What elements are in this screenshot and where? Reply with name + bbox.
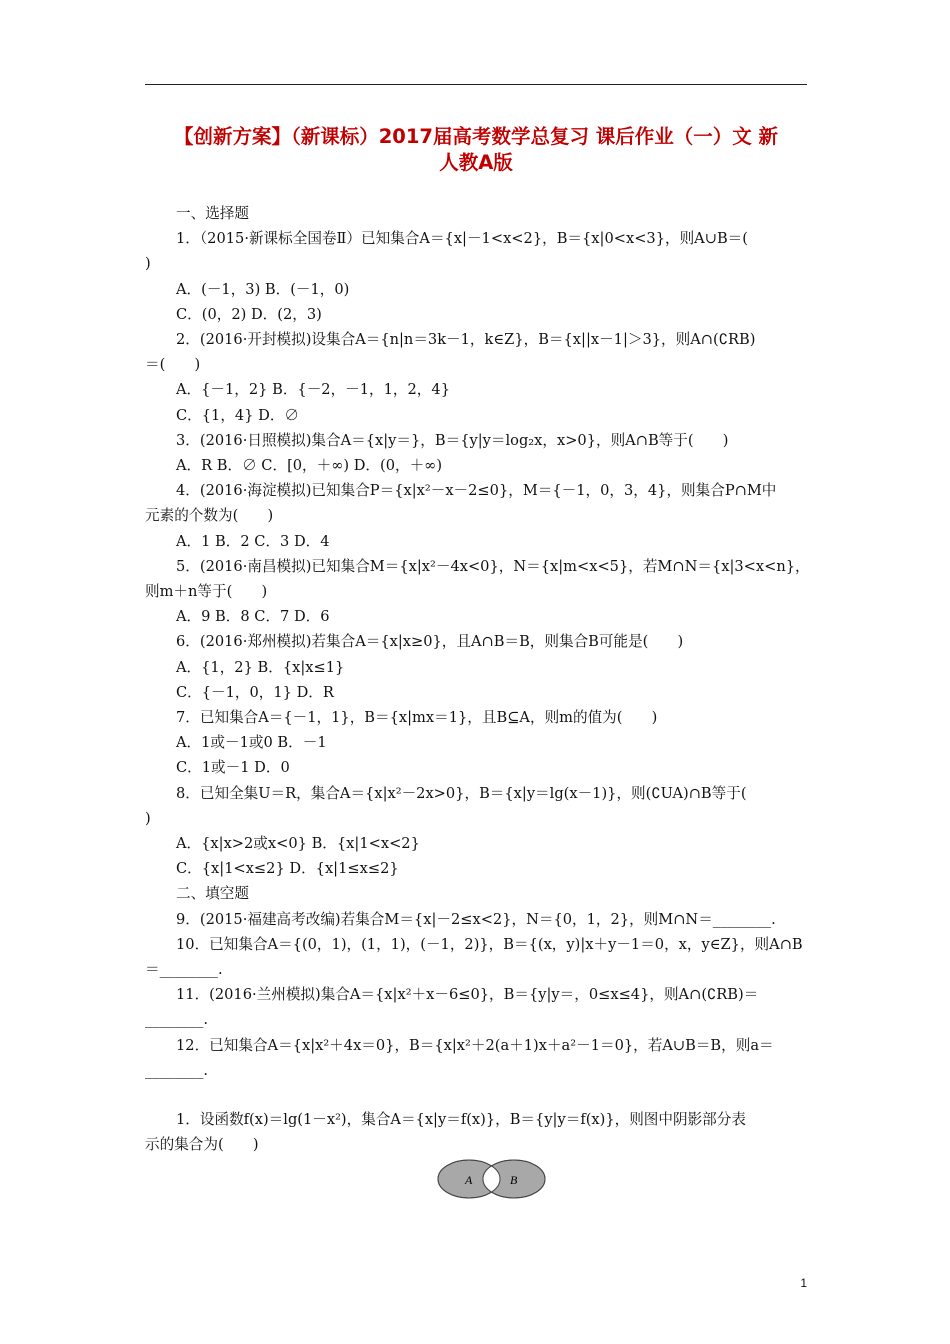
text-line: ＝( ) xyxy=(145,356,201,373)
text-line: 一、选择题 xyxy=(176,205,249,222)
text-line: 1．（2015·新课标全国卷Ⅱ）已知集合A＝{x|－1<x<2}，B＝{x|0<x<3}，则A∪B＝( xyxy=(176,230,748,247)
title-line-1: 【创新方案】（新课标）2017届高考数学总复习 课后作业（一）文 新 xyxy=(173,125,779,148)
text-line: A．9 B．8 C．7 D．6 xyxy=(176,608,330,625)
text-line: A．{1，2} B．{x|x≤1} xyxy=(176,659,345,676)
venn-diagram xyxy=(437,1158,547,1200)
set-b-label: B xyxy=(510,1173,518,1187)
text-line: A．{－1，2} B．{－2，－1，1，2，4} xyxy=(176,381,450,398)
set-a-label: A xyxy=(465,1173,473,1187)
title-line-2: 人教A版 xyxy=(439,151,513,174)
header-rule xyxy=(145,84,807,85)
text-line: 10．已知集合A＝{(0，1)，(1，1)，(－1，2)}，B＝{(x，y)|x＋y－1＝0，x，y∈Z}，则A∩B xyxy=(176,936,803,953)
text-line: ________. xyxy=(145,1062,209,1079)
page-title xyxy=(140,124,812,176)
text-line: ) xyxy=(145,810,151,827)
text-line: A．{x|x>2或x<0} B．{x|1<x<2} xyxy=(176,835,420,852)
text-line: C．(0，2) D．(2，3) xyxy=(176,306,322,323)
text-line: C．1或－1 D．0 xyxy=(176,759,290,776)
text-line: 3．(2016·日照模拟)集合A＝{x|y＝}，B＝{y|y＝log₂x，x>0}，则A∩B等于( ) xyxy=(176,432,729,449)
text-line: 12．已知集合A＝{x|x²＋4x＝0}，B＝{x|x²＋2(a＋1)x＋a²－1＝0}，若A∪B＝B，则a＝ xyxy=(176,1037,774,1054)
text-line: C．{1，4} D．∅ xyxy=(176,407,300,424)
text-line: 7．已知集合A＝{－1，1}，B＝{x|mx＝1}，且B⊆A，则m的值为( ) xyxy=(176,709,658,726)
text-line: 5．(2016·南昌模拟)已知集合M＝{x|x²－4x<0}，N＝{x|m<x<5}，若M∩N＝{x|3<x<n}， xyxy=(176,558,810,575)
text-line: 4．(2016·海淀模拟)已知集合P＝{x|x²－x－2≤0}，M＝{－1，0，3，4}，则集合P∩M中 xyxy=(176,482,777,499)
text-line: A．(－1，3) B．(－1，0) xyxy=(176,281,350,298)
text-line: 二、填空题 xyxy=(176,885,249,902)
text-line: 2．(2016·开封模拟)设集合A＝{n|n＝3k－1，k∈Z}，B＝{x||x－1|＞3}，则A∩(∁RB) xyxy=(176,331,756,348)
text-line: ________. xyxy=(145,1011,209,1028)
text-line: C．{－1，0，1} D．R xyxy=(176,684,334,701)
text-line: ) xyxy=(145,255,151,272)
text-line: 9．(2015·福建高考改编)若集合M＝{x|－2≤x<2}，N＝{0，1，2}，则M∩N＝________. xyxy=(176,911,776,928)
text-line: C．{x|1<x≤2} D．{x|1≤x≤2} xyxy=(176,860,399,877)
text-line: 元素的个数为( ) xyxy=(145,507,274,524)
text-line: ＝________. xyxy=(145,961,223,978)
text-line: 示的集合为( ) xyxy=(145,1136,259,1153)
text-line: 则m＋n等于( ) xyxy=(145,583,268,600)
text-line: 6．(2016·郑州模拟)若集合A＝{x|x≥0}，且A∩B＝B，则集合B可能是( ) xyxy=(176,633,684,650)
text-line: 11．(2016·兰州模拟)集合A＝{x|x²＋x－6≤0}，B＝{y|y＝，0≤x≤4}，则A∩(∁RB)＝ xyxy=(176,986,759,1003)
page-number: 1 xyxy=(800,1276,807,1290)
text-line: 1．设函数f(x)＝lg(1－x²)，集合A＝{x|y＝f(x)}，B＝{y|y＝f(x)}，则图中阴影部分表 xyxy=(176,1111,746,1128)
text-line: 8．已知全集U＝R，集合A＝{x|x²－2x>0}，B＝{x|y＝lg(x－1)}，则(∁UA)∩B等于( xyxy=(176,785,747,802)
text-line: A．1或－1或0 B．－1 xyxy=(176,734,327,751)
text-line: A．1 B．2 C．3 D．4 xyxy=(176,533,330,550)
text-line: A．R B．∅ C．[0，＋∞) D．(0，＋∞) xyxy=(176,457,443,474)
